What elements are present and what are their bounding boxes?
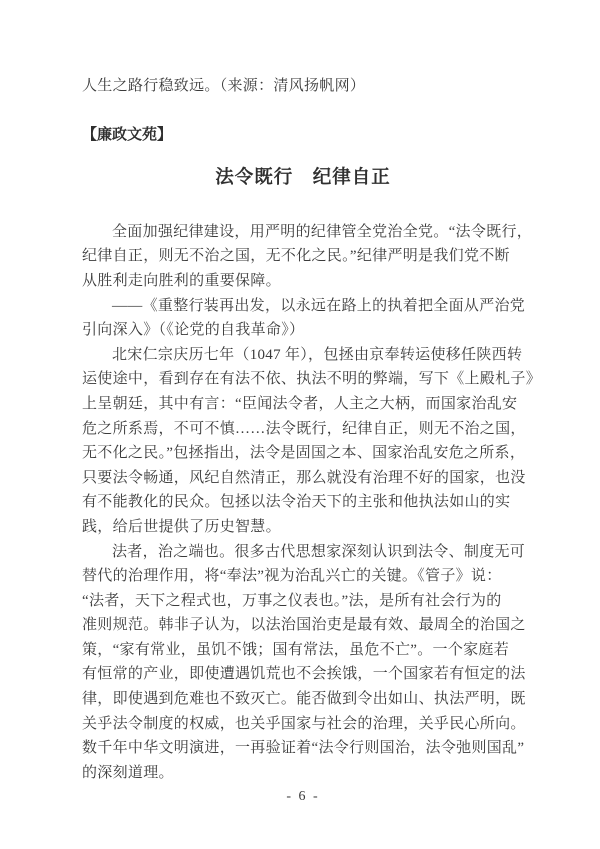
- paragraph: [82, 540, 524, 786]
- section-header: 【廉政文苑】: [82, 127, 173, 144]
- text-line: 替代的治理作用，将“奉法”视为治乱兴亡的关键。《管子》说：: [82, 568, 502, 585]
- page-number: - 6 -: [286, 789, 320, 805]
- text-line: 关乎法令制度的权威，也关乎国家与社会的治理，关乎民心所向。: [82, 715, 526, 732]
- text-line: 准则规范。韩非子认为，以法治国治吏是最有效、最周全的治国之: [82, 617, 526, 634]
- text-line: 北宋仁宗庆历七年（1047 年），包拯由京奉转运使移任陕西转: [112, 346, 523, 363]
- text-line: 运使途中，看到存在有法不依、执法不明的弊端，写下《上殿札子》: [82, 371, 542, 388]
- text-line: 只要法令畅通，风纪自然清正，那么就没有治理不好的国家，也没: [82, 469, 526, 486]
- text-line: 有恒常的产业，即使遭遇饥荒也不会挨饿，一个国家若有恒定的法: [82, 666, 526, 683]
- text-line: 危之所系焉，不可不慎……法令既行，纪律自正，则无不治之国，: [82, 420, 526, 437]
- blank-line: [82, 99, 524, 124]
- text-line: 策，“家有常业，虽饥不饿；国有常法，虽危不亡”。一个家庭若: [82, 641, 510, 658]
- text-line: 从胜利走向胜利的重要保障。: [82, 272, 281, 289]
- text-line: 上呈朝廷，其中有言：“臣闻法令者，人主之大柄，而国家治乱安: [82, 395, 518, 412]
- paragraph: [82, 343, 542, 540]
- text-line: 法者，治之端也。很多古代思想家深刻认识到法令、制度无可: [112, 543, 526, 560]
- article-title: 法令既行 纪律自正: [215, 167, 391, 188]
- text-line: ——《重整行装再出发，以永远在路上的执着把全面从严治党: [112, 297, 526, 314]
- document-content: [82, 74, 542, 810]
- text-line: 的深刻道理。: [82, 764, 174, 781]
- text-line: “法者，天下之程式也，万事之仪表也。”法，是所有社会行为的: [82, 592, 502, 609]
- text-line: 引向深入》（《论党的自我革命》）: [82, 322, 305, 339]
- text-line: 全面加强纪律建设，用严明的纪律管全党治全党。“法令既行，: [112, 223, 533, 240]
- text-line: 数千年中华文明演进，一再验证着“法令行则国治，法令弛则国乱”: [82, 740, 525, 757]
- text-line: 有不能教化的民众。包拯以法令治天下的主张和他执法如山的实: [82, 494, 511, 511]
- article-body: [82, 220, 542, 786]
- intro-line: 人生之路行稳致远。（来源：清风扬帆网）: [82, 78, 366, 94]
- text-line: 无不化之民。”包拯指出，法令是固国之本、国家治乱安危之所系，: [82, 445, 526, 462]
- text-line: 纪律自正，则无不治之国，无不化之民。”纪律严明是我们党不断: [82, 248, 510, 265]
- paragraph: [82, 294, 524, 343]
- paragraph: [82, 220, 533, 294]
- text-line: 律，即使遇到危难也不致灭亡。能否做到令出如山、执法严明，既: [82, 691, 526, 708]
- text-line: 践，给后世提供了历史智慧。: [82, 518, 281, 535]
